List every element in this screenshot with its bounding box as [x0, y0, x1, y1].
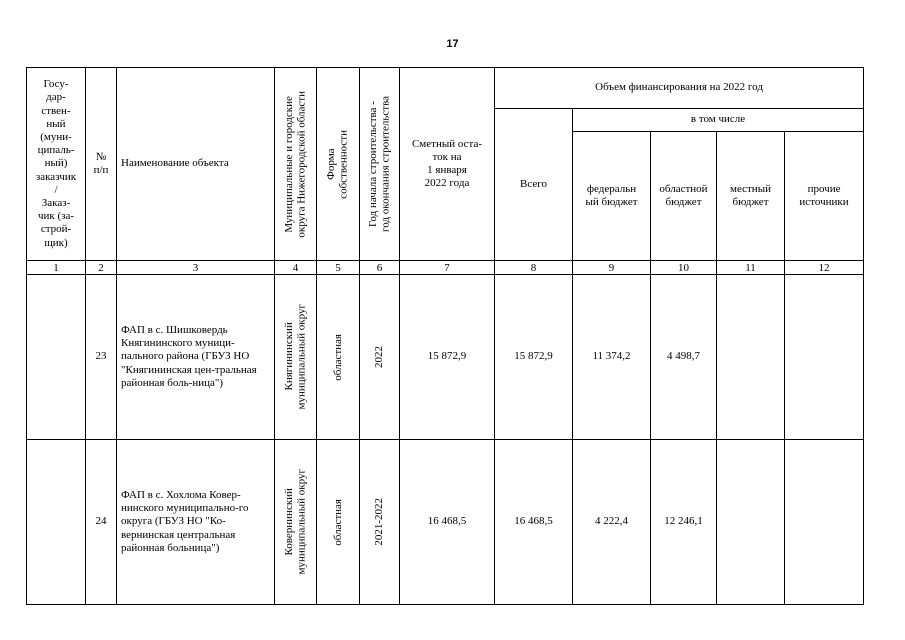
column-number: 6 [360, 261, 400, 275]
cell-ownership-text: областная [331, 333, 344, 381]
header-years [360, 68, 400, 261]
cell-regional: 12 246,1 [651, 440, 717, 605]
header-row-1 [27, 68, 864, 109]
cell-local [717, 275, 785, 440]
cell-ownership [317, 440, 360, 605]
cell-total: 15 872,9 [495, 275, 573, 440]
column-number: 3 [117, 261, 275, 275]
column-number-row [27, 261, 864, 275]
cell-estimate-balance: 16 468,5 [400, 440, 495, 605]
cell-federal: 11 374,2 [573, 275, 651, 440]
header-estimate-balance: Сметный оста- ток на 1 января 2022 года [400, 68, 495, 261]
cell-total: 16 468,5 [495, 440, 573, 605]
column-number: 4 [275, 261, 317, 275]
cell-estimate-balance: 15 872,9 [400, 275, 495, 440]
column-number: 5 [317, 261, 360, 275]
header-ownership-text: Форма собственности [325, 129, 350, 199]
financing-table [26, 67, 864, 605]
column-number: 11 [717, 261, 785, 275]
cell-number: 24 [86, 440, 117, 605]
cell-ownership [317, 275, 360, 440]
header-ownership [317, 68, 360, 261]
header-object-name: Наименование объекта [117, 68, 275, 261]
table-row [27, 275, 864, 440]
header-customer: Госу- дар- ствен- ный (муни- ципаль- ный) заказчик / Заказ- чик (за- строй- щик) [27, 68, 86, 261]
header-total: Всего [495, 109, 573, 261]
header-years-text: Год начала строительства - год окончания строительства [366, 96, 392, 232]
page-number: 17 [446, 38, 459, 50]
cell-federal: 4 222,4 [573, 440, 651, 605]
column-number: 10 [651, 261, 717, 275]
header-federal: федеральн ый бюджет [573, 132, 651, 261]
cell-municipality [275, 275, 317, 440]
cell-ownership-text: областная [331, 498, 344, 546]
cell-years [360, 440, 400, 605]
cell-years-text: 2022 [373, 346, 386, 368]
cell-other [785, 275, 864, 440]
column-number: 12 [785, 261, 864, 275]
cell-customer [27, 275, 86, 440]
table-row [27, 440, 864, 605]
cell-object-name: ФАП в с. Хохлома Ковер-нинского муниципально-го округа (ГБУЗ НО "Ко-вернинская центральная районная больница") [117, 440, 275, 605]
header-including: в том числе [573, 109, 864, 132]
cell-municipality-text: Ковернинский муниципальный округ [282, 469, 308, 575]
cell-municipality [275, 440, 317, 605]
header-municipality [275, 68, 317, 261]
column-number: 2 [86, 261, 117, 275]
column-number: 9 [573, 261, 651, 275]
cell-customer [27, 440, 86, 605]
cell-other [785, 440, 864, 605]
header-number: № п/п [86, 68, 117, 261]
cell-local [717, 440, 785, 605]
cell-municipality-text: Княгининский муниципальный округ [282, 304, 308, 410]
header-local: местный бюджет [717, 132, 785, 261]
cell-number: 23 [86, 275, 117, 440]
cell-regional: 4 498,7 [651, 275, 717, 440]
column-number: 8 [495, 261, 573, 275]
cell-years-text: 2021-2022 [373, 498, 386, 546]
cell-object-name: ФАП в с. Шишковердь Княгининского муници-пального района (ГБУЗ НО "Княгининская цен-тральная районная боль-ница") [117, 275, 275, 440]
column-number: 1 [27, 261, 86, 275]
header-financing: Объем финансирования на 2022 год [495, 68, 864, 109]
header-municipality-text: Муниципальные и городские округа Нижегородской области [282, 90, 308, 238]
header-regional: областной бюджет [651, 132, 717, 261]
cell-years [360, 275, 400, 440]
column-number: 7 [400, 261, 495, 275]
header-other: прочие источники [785, 132, 864, 261]
